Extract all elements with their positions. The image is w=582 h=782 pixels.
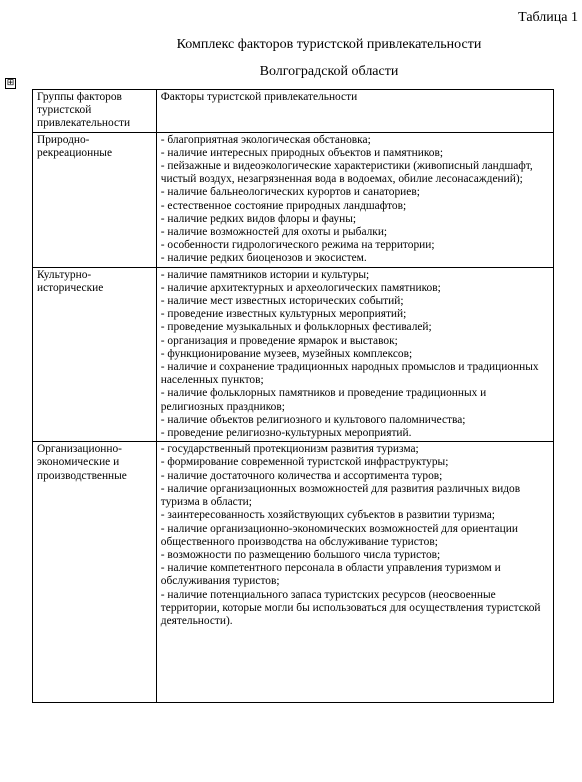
table-row [33, 132, 554, 267]
group-name-cell: Организационно-экономические и производственные [33, 442, 157, 703]
table-header-row [33, 90, 554, 133]
factor-item: - проведение известных культурных мероприятий; [160, 308, 407, 321]
factor-item: - возможности по размещению большого числа туристов; [160, 548, 441, 561]
factor-item: - наличие и сохранение традиционных народных промыслов и традиционных населенных пунктов; [160, 361, 539, 387]
factor-item: - наличие мест известных исторических событий; [160, 295, 404, 308]
factor-item: - наличие интересных природных объектов и памятников; [160, 146, 444, 159]
factor-item: - наличие памятников истории и культуры; [160, 268, 370, 281]
table-number: Таблица 1 [518, 10, 578, 25]
factor-item: - организация и проведение ярмарок и выставок; [160, 334, 398, 347]
factor-item: - наличие потенциального запаса туристских ресурсов (неосвоенные территории, которые могли бы использоваться для осуществления туристской деятельности). [160, 588, 541, 627]
table-title-line2: Волгоградской области [259, 64, 399, 79]
factor-item: - наличие редких биоценозов и экосистем. [160, 252, 367, 265]
group-name-cell: Культурно-исторические [33, 267, 157, 442]
factor-item: - благоприятная экологическая обстановка; [160, 133, 371, 146]
factors-cell [156, 442, 553, 703]
factor-item: - функционирование музеев, музейных комплексов; [160, 347, 413, 360]
factor-item: - наличие компетентного персонала в области управления туризмом и обслуживания туристов; [160, 562, 501, 588]
factor-item: - особенности гидрологического режима на территории; [160, 239, 435, 252]
factor-item: - пейзажные и видеоэкологические характеристики (живописный ландшафт, чистый воздух, незагрязненная вода в водоемах, обилие лесонасаждений); [160, 160, 533, 186]
factor-item: - наличие бальнеологических курортов и санаториев; [160, 186, 420, 199]
factor-item: - наличие фольклорных памятников и проведение традиционных и религиозных праздников; [160, 387, 487, 413]
factor-item: - проведение музыкальных и фольклорных фестивалей; [160, 321, 432, 334]
factor-item: - естественное состояние природных ландшафтов; [160, 199, 407, 212]
header-cell-factors: Факторы туристской привлекательности [156, 90, 553, 133]
table-row [33, 267, 554, 442]
table-move-handle-icon[interactable]: ⊞ [6, 78, 15, 88]
factor-item: - заинтересованность хозяйствующих субъектов в развитии туризма; [160, 509, 495, 522]
factor-item: - государственный протекционизм развития туризма; [160, 443, 419, 456]
table-title-line1: Комплекс факторов туристской привлекательности [176, 37, 482, 52]
factor-item: - наличие возможностей для охоты и рыбалки; [160, 226, 388, 239]
factor-item: - наличие архитектурных и археологических памятников; [160, 281, 441, 294]
factor-item: - наличие организационных возможностей для развития различных видов туризма в области; [160, 482, 521, 509]
factor-item: - проведение религиозно-культурных мероприятий. [160, 427, 412, 440]
factor-item: - наличие достаточного количества и ассортимента туров; [160, 469, 443, 482]
factor-item: - наличие организационно-экономических возможностей для ориентации общественного производства на обслуживание туристов; [160, 522, 518, 548]
factors-table [32, 89, 554, 703]
header-cell-groups: Группы факторов туристской привлекательности [33, 90, 157, 133]
group-name-cell: Природно-рекреационные [33, 132, 157, 267]
factors-cell [156, 267, 553, 442]
factor-item: - формирование современной туристской инфраструктуры; [160, 456, 449, 469]
factors-cell [156, 132, 553, 267]
table-row [33, 442, 554, 703]
factor-item: - наличие объектов религиозного и культового паломничества; [160, 413, 466, 426]
factor-item: - наличие редких видов флоры и фауны; [160, 212, 357, 225]
